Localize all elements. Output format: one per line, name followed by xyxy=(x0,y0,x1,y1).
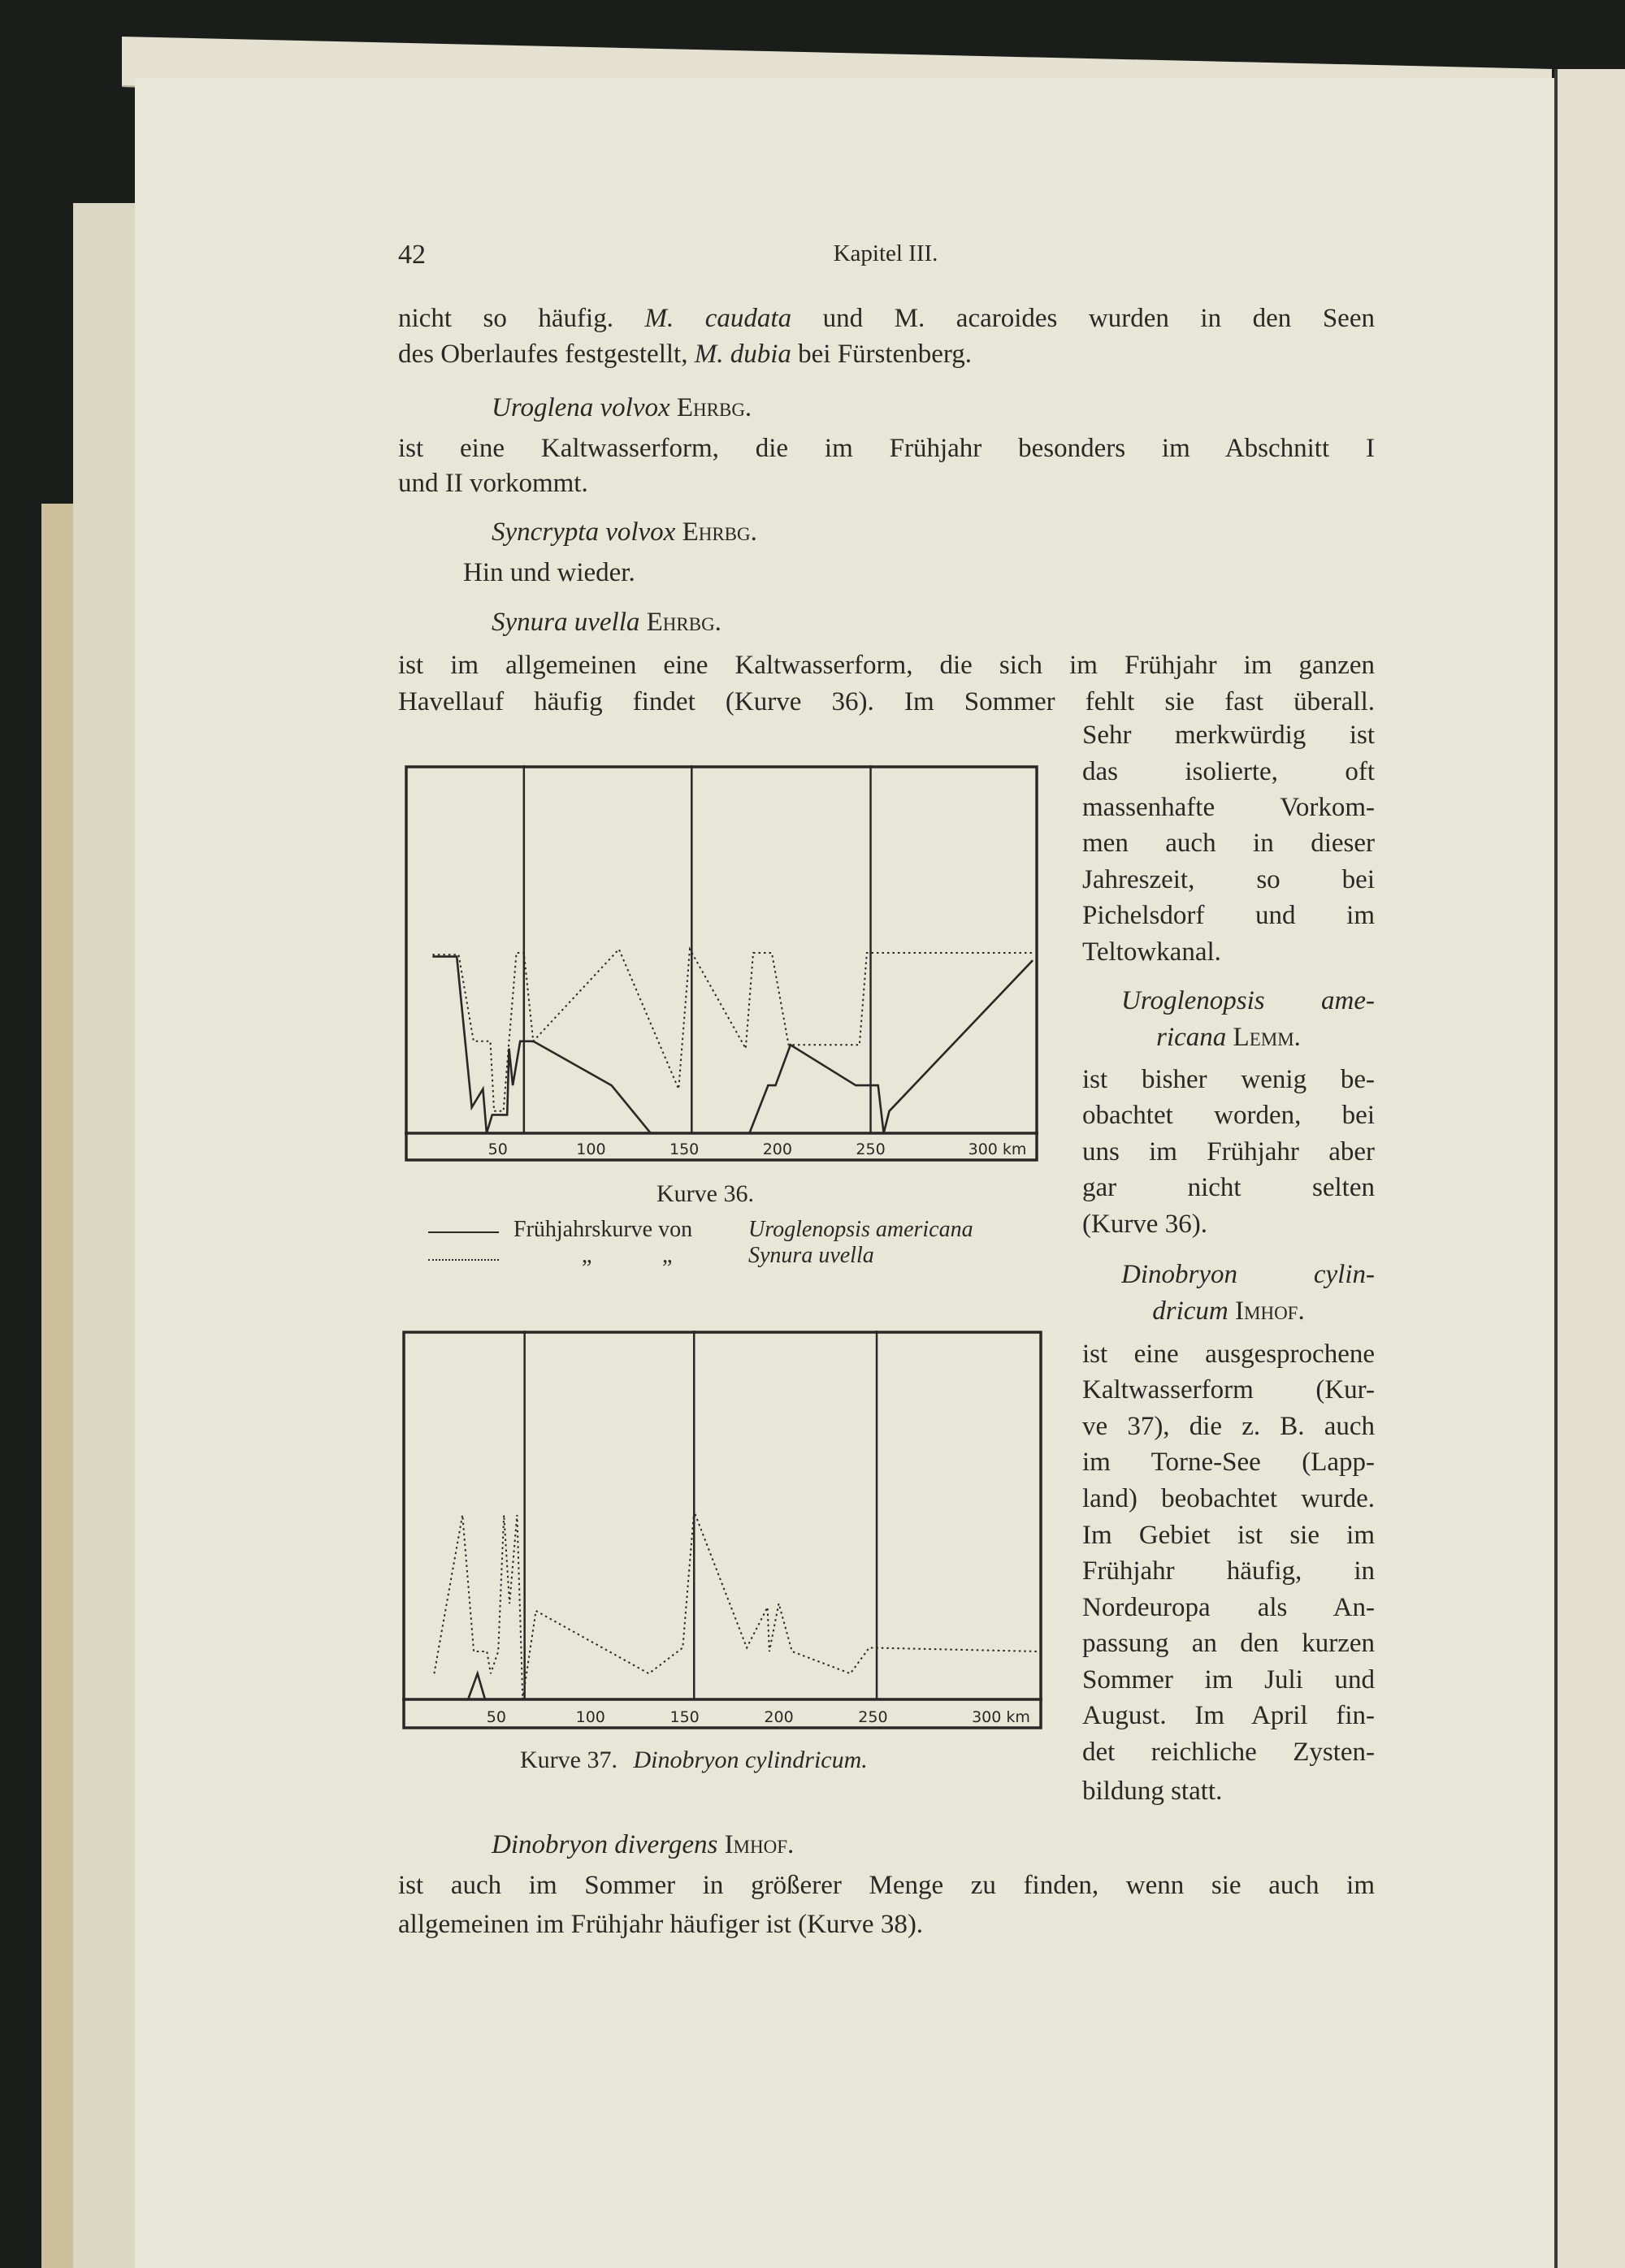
x-tick-label: 200 xyxy=(764,1708,794,1726)
text-line xyxy=(1082,1625,1375,1661)
text-span: uns im Frühjahr aber xyxy=(1082,1137,1375,1166)
chart-kurve-37 xyxy=(402,1331,1042,1729)
italic-text: dricum xyxy=(1152,1296,1228,1326)
text-span: nicht so häufig. xyxy=(398,304,645,333)
author-abbrev: Ehrbg. xyxy=(675,517,757,547)
text-span: ist im allgemeinen eine Kaltwasserform, die sich im Frühjahr im ganzen xyxy=(398,651,1375,680)
series-line-solid xyxy=(468,1673,485,1699)
text-line xyxy=(463,555,1194,591)
text-span: ve 37), die z. B. auch xyxy=(1082,1412,1375,1441)
legend-series-1: Uroglenopsis americana xyxy=(748,1217,973,1242)
text-line xyxy=(1082,898,1375,933)
text-line xyxy=(1082,1097,1375,1133)
text-span: Hin und wieder. xyxy=(463,558,635,587)
chart-svg xyxy=(405,765,1038,1162)
text-line xyxy=(1082,1553,1375,1589)
x-tick-label: 200 xyxy=(762,1140,792,1158)
text-span: Sehr merkwürdig ist xyxy=(1082,721,1375,750)
text-line xyxy=(1082,1734,1375,1770)
text-span: det reichliche Zysten- xyxy=(1082,1738,1375,1767)
author-abbrev: Ehrbg. xyxy=(639,608,722,637)
text-span: obachtet worden, bei xyxy=(1082,1101,1375,1130)
italic-text: ricana xyxy=(1156,1023,1227,1052)
italic-text: Uroglena volvox xyxy=(492,393,670,422)
text-line xyxy=(1082,1773,1375,1809)
text-line xyxy=(398,1868,1375,1903)
text-span: des Oberlaufes festgestellt, xyxy=(398,340,695,369)
text-span: und II vorkommt. xyxy=(398,469,588,498)
text-span: Kaltwasserform (Kur- xyxy=(1082,1375,1375,1405)
text-line xyxy=(492,390,1223,426)
legend-solid-sample xyxy=(428,1231,499,1233)
text-span: (Kurve 36). xyxy=(1082,1210,1207,1239)
text-line xyxy=(1082,1481,1375,1517)
text-line xyxy=(1082,1293,1375,1329)
text-span: ist bisher wenig be- xyxy=(1082,1065,1375,1094)
italic-text: M. dubia xyxy=(694,340,791,369)
chart-kurve-36 xyxy=(405,765,1038,1162)
text-line xyxy=(398,1907,1375,1942)
text-span: land) beobachtet wurde. xyxy=(1082,1484,1375,1513)
text-span: passung an den kurzen xyxy=(1082,1629,1375,1658)
text-span: Havellauf häufig findet (Kurve 36). Im Sommer fehlt sie fast überall. xyxy=(398,687,1375,716)
text-span: ist eine ausgesprochene xyxy=(1082,1340,1375,1369)
series-line-dotted xyxy=(432,950,1033,1111)
italic-text: Uroglenopsis ame- xyxy=(1121,986,1375,1015)
italic-text: M. caudata xyxy=(644,304,792,333)
text-span: das isolierte, oft xyxy=(1082,757,1375,786)
text-line xyxy=(1082,1444,1375,1480)
legend-series-2: Synura uvella xyxy=(748,1243,874,1268)
page-stack-edge xyxy=(41,504,74,2268)
author-abbrev: Ehrbg. xyxy=(670,393,752,422)
text-line xyxy=(1082,1698,1375,1733)
text-line xyxy=(1121,1257,1375,1292)
author-abbrev: Lemm. xyxy=(1226,1023,1301,1052)
text-span: Frühjahr häufig, in xyxy=(1082,1556,1375,1586)
text-line xyxy=(1082,1206,1375,1242)
text-span: Im Gebiet ist sie im xyxy=(1082,1521,1375,1550)
x-tick-label: 100 xyxy=(575,1708,605,1726)
text-span: im Torne-See (Lapp- xyxy=(1082,1448,1375,1477)
text-line xyxy=(1082,1134,1375,1170)
legend-ditto: „ xyxy=(662,1243,673,1268)
text-line xyxy=(398,684,1375,720)
text-span: bei Fürstenberg. xyxy=(791,340,972,369)
text-span: August. Im April fin- xyxy=(1082,1701,1375,1730)
text-line xyxy=(492,514,1223,550)
text-line xyxy=(1082,1336,1375,1372)
page-stack-edge xyxy=(73,203,138,2268)
text-line xyxy=(1082,1019,1375,1055)
text-line xyxy=(492,1827,1223,1863)
italic-text: Dinobryon divergens xyxy=(492,1830,718,1859)
chart-frame xyxy=(406,767,1037,1160)
text-span: ist auch im Sommer in größerer Menge zu finden, wenn sie auch im xyxy=(398,1871,1375,1900)
text-line xyxy=(398,336,1375,372)
text-line xyxy=(1082,1062,1375,1097)
text-line xyxy=(1082,1372,1375,1408)
text-span: und M. acaroides wurden in den Seen xyxy=(791,304,1375,333)
text-line xyxy=(1082,1170,1375,1205)
text-span: allgemeinen im Frühjahr häufiger ist (Kurve 38). xyxy=(398,1910,924,1939)
italic-text: Synura uvella xyxy=(492,608,640,637)
text-span: gar nicht selten xyxy=(1082,1173,1375,1202)
text-line xyxy=(398,647,1375,683)
text-span: bildung statt. xyxy=(1082,1777,1223,1806)
chart-svg xyxy=(402,1331,1042,1729)
italic-text: Dinobryon cylin- xyxy=(1121,1260,1375,1289)
text-span: ist eine Kaltwasserform, die im Frühjahr besonders im Abschnitt I xyxy=(398,434,1375,463)
chart-title xyxy=(520,1746,868,1774)
series-line-solid xyxy=(432,957,1033,1133)
legend-ditto: „ xyxy=(582,1243,592,1268)
author-abbrev: Imhof. xyxy=(1228,1296,1305,1326)
text-span: massenhafte Vorkom- xyxy=(1082,793,1375,822)
text-line xyxy=(1082,1409,1375,1444)
text-line xyxy=(1121,983,1375,1019)
text-span: Sommer im Juli und xyxy=(1082,1665,1375,1695)
legend-label: Frühjahrskurve von xyxy=(514,1217,693,1242)
text-line xyxy=(398,465,1375,501)
text-span: men auch in dieser xyxy=(1082,829,1375,858)
chart-frame xyxy=(404,1332,1041,1728)
author-abbrev: Imhof. xyxy=(717,1830,795,1859)
page-number: 42 xyxy=(398,240,426,270)
chart-title-number: Kurve 37. xyxy=(520,1746,618,1773)
running-title: Kapitel III. xyxy=(833,240,938,266)
text-line xyxy=(492,604,1223,640)
x-tick-label: 100 xyxy=(576,1140,606,1158)
chart-subtitle: Dinobryon cylindricum. xyxy=(633,1746,868,1773)
text-span: Jahreszeit, so bei xyxy=(1082,865,1375,894)
text-line xyxy=(1082,825,1375,861)
text-line xyxy=(398,431,1375,466)
x-tick-label: 250 xyxy=(856,1140,886,1158)
x-tick-label: 50 xyxy=(488,1140,508,1158)
legend-dotted-sample xyxy=(428,1259,499,1261)
x-tick-label: 50 xyxy=(486,1708,506,1726)
text-line xyxy=(1082,754,1375,790)
text-line xyxy=(1082,862,1375,898)
facing-page-edge xyxy=(1554,69,1625,2268)
x-tick-label: 150 xyxy=(669,1140,700,1158)
text-line xyxy=(398,301,1375,336)
x-tick-label: 300 km xyxy=(972,1708,1030,1726)
chart-title: Kurve 36. xyxy=(656,1180,754,1207)
text-line xyxy=(1082,1662,1375,1698)
text-span: Teltowkanal. xyxy=(1082,937,1221,967)
italic-text: Syncrypta volvox xyxy=(492,517,676,547)
x-tick-label: 150 xyxy=(670,1708,700,1726)
text-span: Nordeuropa als An- xyxy=(1082,1593,1375,1622)
text-line xyxy=(1082,1517,1375,1553)
text-line xyxy=(1082,1590,1375,1625)
x-tick-label: 300 km xyxy=(968,1140,1027,1158)
text-span: Pichelsdorf und im xyxy=(1082,901,1375,930)
text-line xyxy=(1082,934,1375,970)
text-line xyxy=(1082,790,1375,825)
x-tick-label: 250 xyxy=(858,1708,888,1726)
text-line xyxy=(1082,717,1375,753)
